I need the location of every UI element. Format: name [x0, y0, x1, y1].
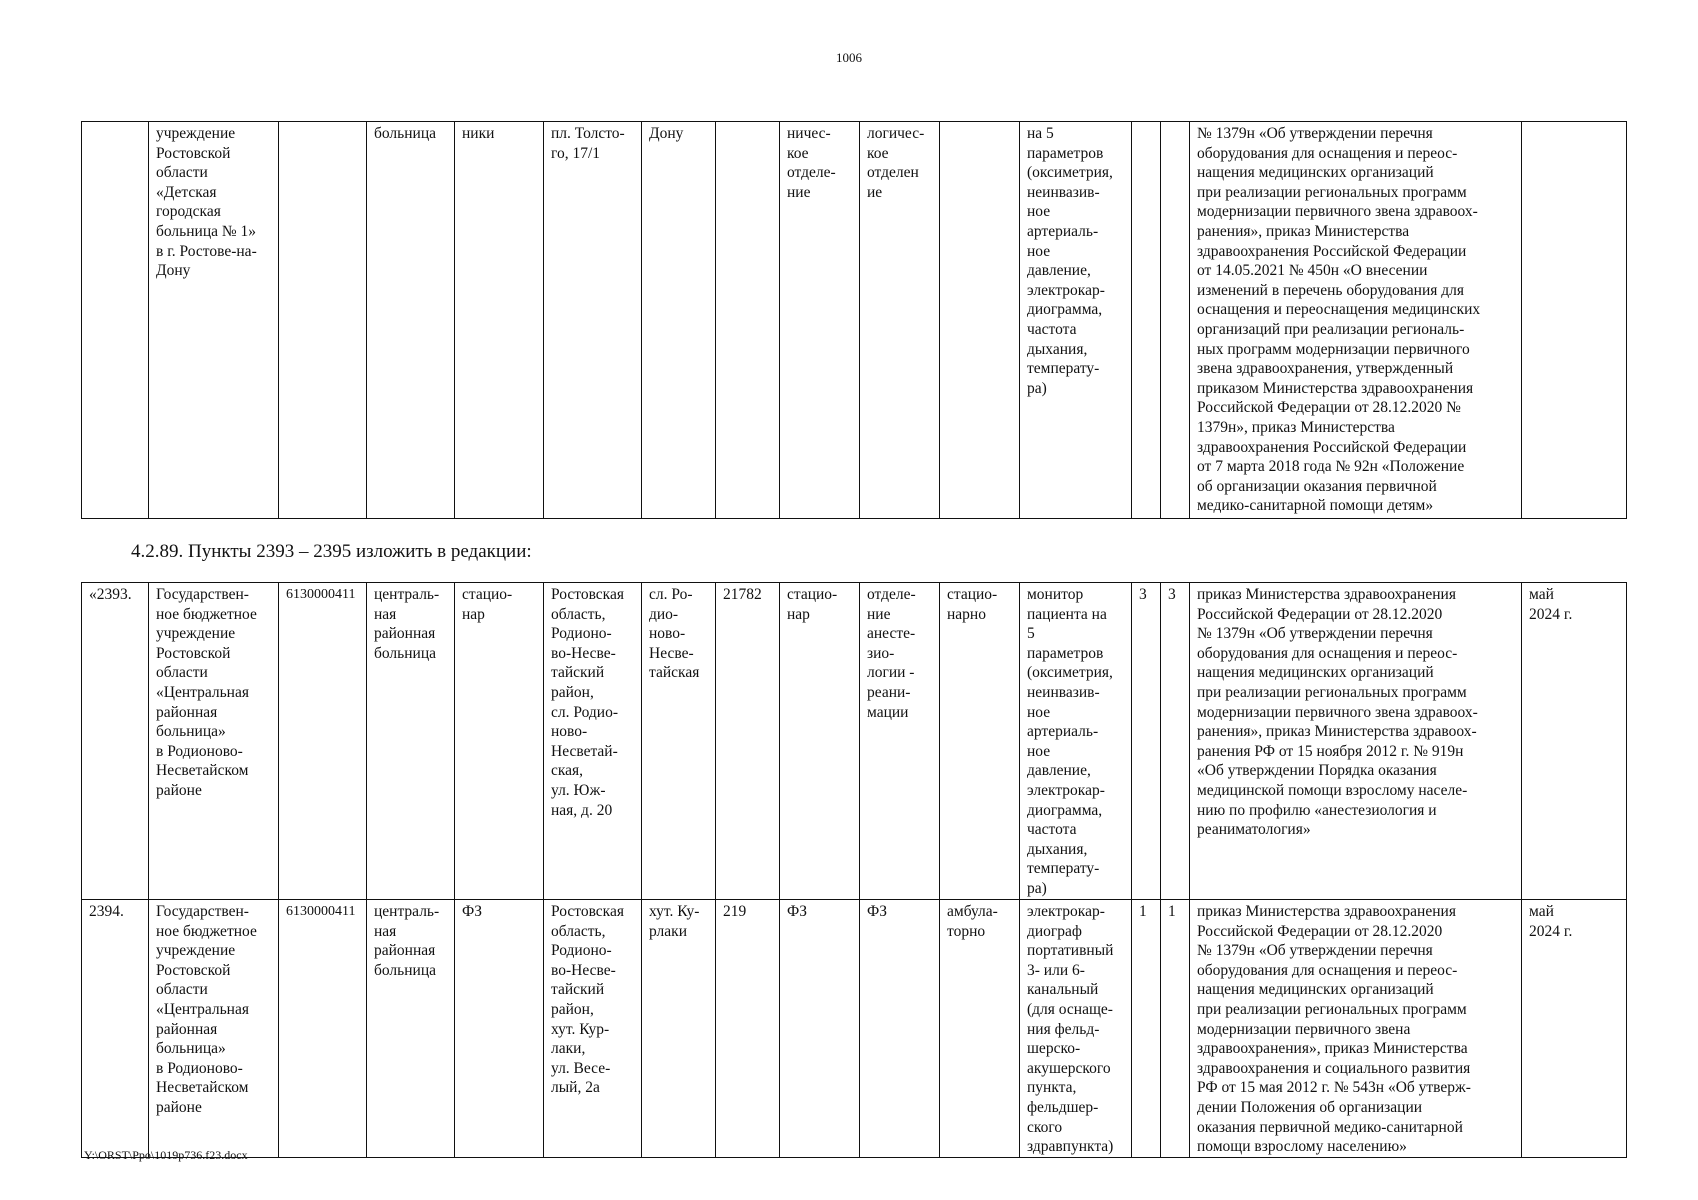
cell-legal-basis: приказ Министерства здравоохранения Российской Федерации от 28.12.2020 № 1379н «Об утверждении перечня оборудования для оснащения и переос- нащения медицинских организаций при реализации региональных программ модернизации первичного звена здравоохранения», приказ Министерства здравоохранения и социального развития РФ от 15 мая 2012 г. № 543н «Об утверж- дении Положения об организации оказания первичной медико-санитарной помощи взрослому населению» [1190, 900, 1522, 1158]
cell-number: «2393. [82, 583, 149, 900]
cell-deadline: май 2024 г. [1522, 900, 1627, 1158]
cell-org-type: централь- ная районная больница [367, 583, 455, 900]
cell-inn [279, 122, 367, 519]
table-row [82, 583, 1627, 900]
cell-deadline [1522, 122, 1627, 519]
cell-org-type: централь- ная районная больница [367, 900, 455, 1158]
cell-unit-type: ФЗ [455, 900, 544, 1158]
cell-address: пл. Толсто- го, 17/1 [544, 122, 642, 519]
cell-legal-basis: приказ Министерства здравоохранения Российской Федерации от 28.12.2020 № 1379н «Об утверждении перечня оборудования для оснащения и переос- нащения медицинских организаций при реализации региональных программ модернизации первичного звена здравоох- ранения», приказ Министерства здравоох- ранения РФ от 15 ноября 2012 г. № 919н «Об утверждении Порядка оказания медицинской помощи взрослому населе- нию по профилю «анестезиология и реаниматология» [1190, 583, 1522, 900]
cell-equipment: электрокар- диограф портативный 3- или 6- канальный (для оснаще- ния фельд- шерско- акушерского пункта, фельдшер- ского здравпункта) [1020, 900, 1132, 1158]
page-number: 1006 [836, 50, 862, 65]
cell-organization: Государствен- ное бюджетное учреждение Ростовской области «Центральная районная больница» в Родионово- Несветайском районе [149, 900, 279, 1158]
cell-quantity: 3 [1132, 583, 1161, 900]
cell-settlement: сл. Ро- дио- ново- Несве- тайская [642, 583, 716, 900]
cell-quantity-total: 1 [1161, 900, 1190, 1158]
cell-organization: учреждение Ростовской области «Детская городская больница № 1» в г. Ростове-на- Дону [149, 122, 279, 519]
cell-care-form [940, 122, 1020, 519]
cell-equipment: на 5 параметров (оксиметрия, неинвазив- ное артериаль- ное давление, электрокар- диограмма, частота дыхания, температу- ра) [1020, 122, 1132, 519]
cell-address: Ростовская область, Родионо- во-Несве- тайский район, сл. Родио- ново- Несветай- ская, ул. Юж- ная, д. 20 [544, 583, 642, 900]
cell-care-form: стацио- нарно [940, 583, 1020, 900]
table-row [82, 122, 1627, 519]
cell-legal-basis: № 1379н «Об утверждении перечня оборудования для оснащения и переос- нащения медицинских организаций при реализации региональных программ модернизации первичного звена здравоох- ранения», приказ Министерства здравоохранения Российской Федерации от 14.05.2021 № 450н «О внесении изменений в перечень оборудования для оснащения и переоснащения медицинских организаций при реализации региональ- ных программ модернизации первичного звена здравоохранения, утвержденный приказом Министерства здравоохранения Российской Федерации от 28.12.2020 № 1379н», приказ Министерства здравоохранения Российской Федерации от 7 марта 2018 года № 92н «Положение об организации оказания первичной медико-санитарной помощи детям» [1190, 122, 1522, 519]
cell-number: 2394. [82, 900, 149, 1158]
cell-number [82, 122, 149, 519]
cell-population [716, 122, 780, 519]
cell-department: ФЗ [860, 900, 940, 1158]
cell-quantity: 1 [1132, 900, 1161, 1158]
cell-department: логичес- кое отделен ие [860, 122, 940, 519]
cell-quantity-total [1161, 122, 1190, 519]
cell-care-form: амбула- торно [940, 900, 1020, 1158]
cell-subunit: ФЗ [780, 900, 860, 1158]
cell-unit-type: ники [455, 122, 544, 519]
cell-subunit: стацио- нар [780, 583, 860, 900]
cell-org-type: больница [367, 122, 455, 519]
cell-equipment: монитор пациента на 5 параметров (оксиметрия, неинвазив- ное артериаль- ное давление, электрокар- диограмма, частота дыхания, температу- ра) [1020, 583, 1132, 900]
cell-department: отделе- ние анесте- зио- логии - реани- мации [860, 583, 940, 900]
cell-inn: 6130000411 [279, 900, 367, 1158]
cell-inn: 6130000411 [279, 583, 367, 900]
cell-population: 219 [716, 900, 780, 1158]
cell-quantity-total: 3 [1161, 583, 1190, 900]
table-top [81, 121, 1627, 519]
cell-settlement: Дону [642, 122, 716, 519]
table-row [82, 900, 1627, 1158]
cell-quantity [1132, 122, 1161, 519]
cell-address: Ростовская область, Родионо- во-Несве- тайский район, хут. Кур- лаки, ул. Весе- лый, 2а [544, 900, 642, 1158]
cell-settlement: хут. Ку- рлаки [642, 900, 716, 1158]
file-path-footer: Y:\ORST\Ppo\1019p736.f23.docx [84, 1148, 248, 1162]
cell-population: 21782 [716, 583, 780, 900]
section-heading: 4.2.89. Пункты 2393 – 2395 изложить в редакции: [131, 541, 532, 562]
cell-subunit: ничес- кое отделе- ние [780, 122, 860, 519]
cell-deadline: май 2024 г. [1522, 583, 1627, 900]
table-main [81, 582, 1627, 1158]
cell-unit-type: стацио- нар [455, 583, 544, 900]
cell-organization: Государствен- ное бюджетное учреждение Ростовской области «Центральная районная больница» в Родионово- Несветайском районе [149, 583, 279, 900]
